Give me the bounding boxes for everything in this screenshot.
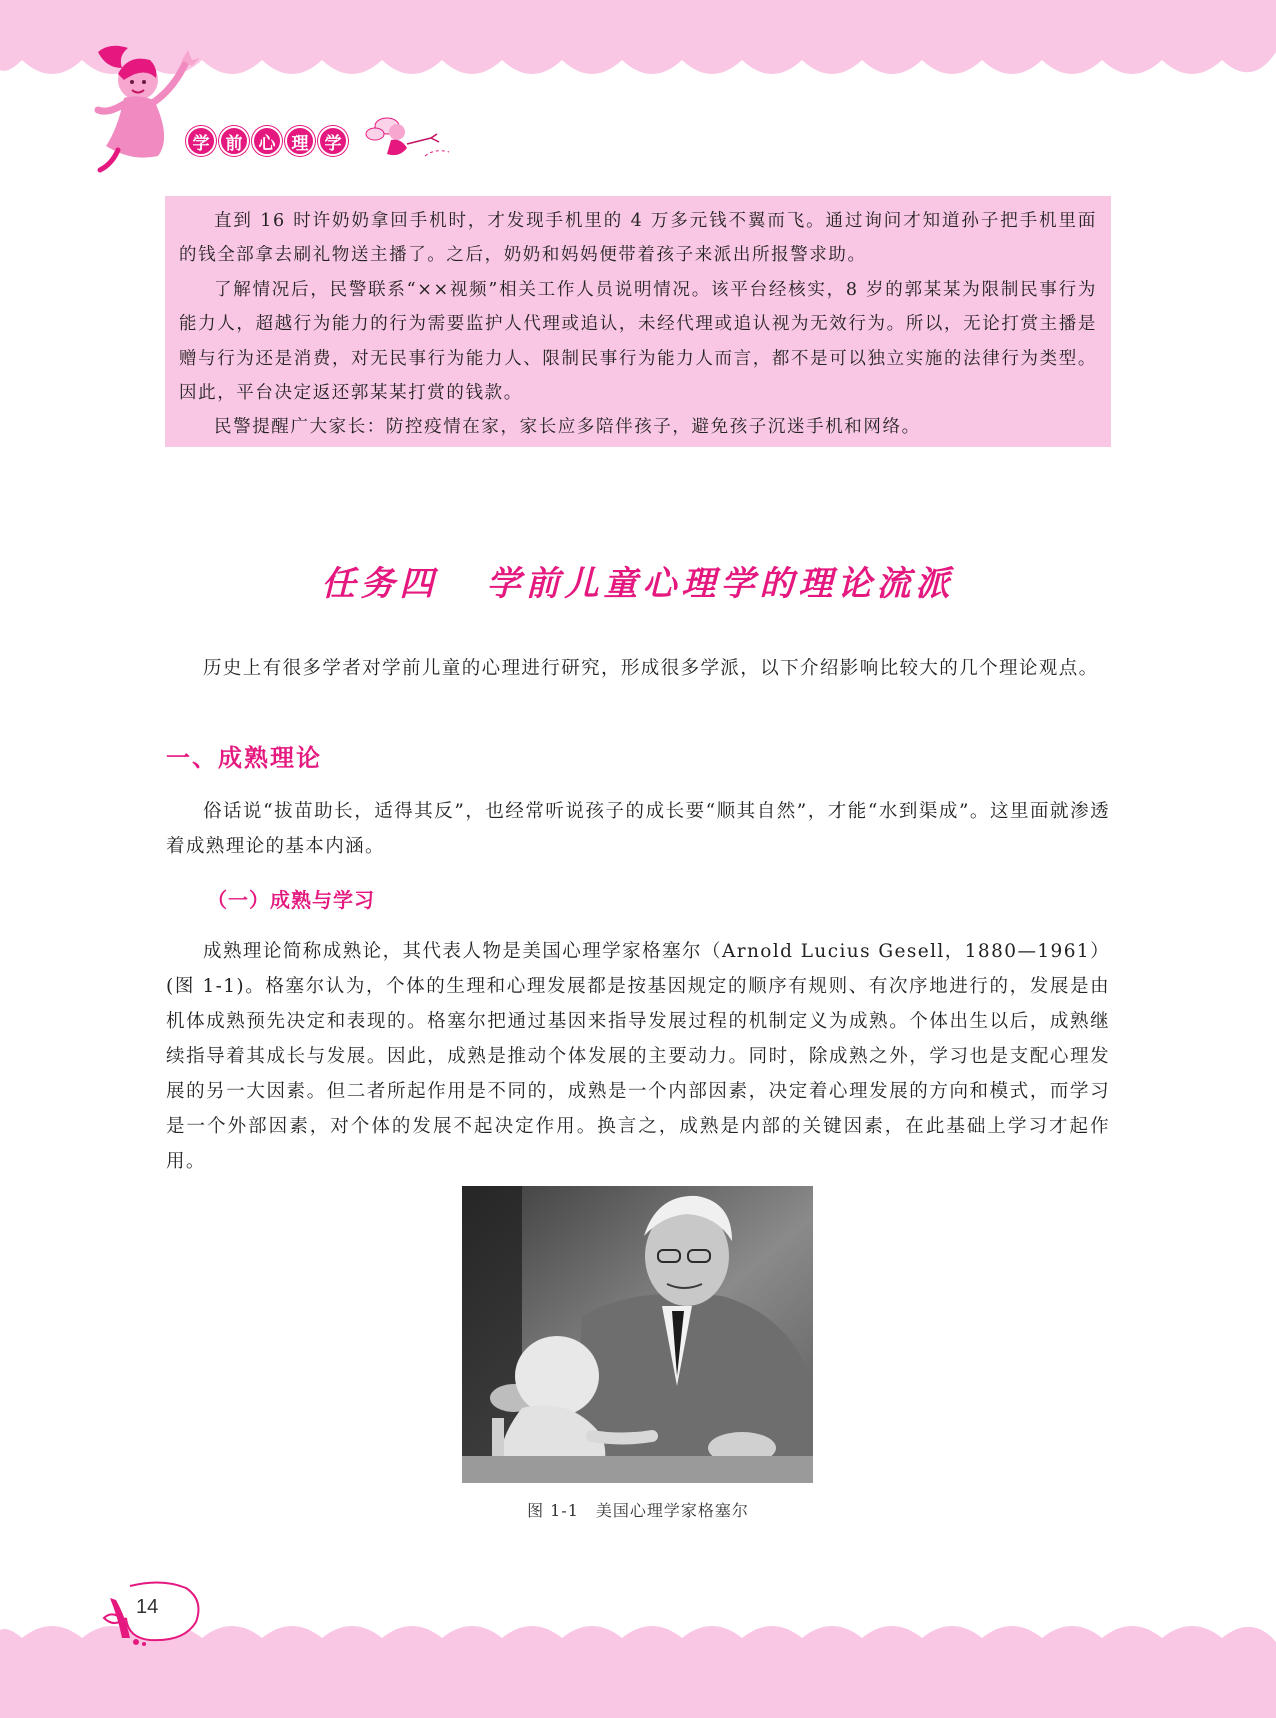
book-title-char: 前 [219, 126, 249, 156]
task-label: 任务四 [321, 564, 439, 604]
book-title-char: 心 [252, 126, 282, 156]
book-title-char: 理 [285, 126, 315, 156]
book-title-char: 学 [186, 126, 216, 156]
gesell-photo [462, 1186, 813, 1483]
section-title: 学前儿童心理学的理论流派 [486, 564, 955, 604]
page-number: 14 [136, 1596, 159, 1618]
small-fairy-illustration [365, 108, 465, 168]
intro-paragraph: 历史上有很多学者对学前儿童的心理进行研究，形成很多学派，以下介绍影响比较大的几个理论观点。 [203, 658, 1099, 679]
book-title [186, 126, 348, 156]
body-paragraph: 俗话说“拔苗助长，适得其反”，也经常听说孩子的成长要“顺其自然”，才能“水到渠成”。这里面就渗透着成熟理论的基本内涵。 [166, 801, 1110, 857]
fairy-girl-illustration [88, 38, 208, 178]
case-paragraph: 直到 16 时许奶奶拿回手机时，才发现手机里的 4 万多元钱不翼而飞。通过询问才知道孙子把手机里面的钱全部拿去刷礼物送主播了。之后，奶奶和妈妈便带着孩子来派出所报警求助。 [179, 211, 1097, 266]
heading-maturation-theory: 一、成熟理论 [166, 744, 322, 772]
book-title-char: 学 [318, 126, 348, 156]
body-paragraph: 成熟理论简称成熟论，其代表人物是美国心理学家格塞尔（Arnold Lucius Gesell，1880—1961）(图 1-1)。格塞尔认为，个体的生理和心理发展都是按基因规定的顺序有规则、有次序地进行的，发展是由机体成熟预先决定和表现的。格塞尔把通过基因来指导发展过程的机制定义为成熟。个体出生以后，成熟继续指导着其成长与发展。因此，成熟是推动个体发展的主要动力。同时，除成熟之外，学习也是支配心理发展的另一大因素。但二者所起作用是不同的，成熟是一个内部因素，决定着心理发展的方向和模式，而学习是一个外部因素，对个体的发展不起决定作用。换言之，成熟是内部的关键因素，在此基础上学习才起作用。 [166, 941, 1110, 1172]
case-paragraph: 民警提醒广大家长：防控疫情在家，家长应多陪伴孩子，避免孩子沉迷手机和网络。 [214, 417, 921, 438]
case-story-box [165, 196, 1111, 447]
section-heading [0, 556, 1276, 605]
figure-caption: 图 1-1 美国心理学家格塞尔 [527, 1501, 749, 1520]
subheading-maturation-and-learning: （一）成熟与学习 [207, 888, 375, 912]
case-paragraph: 了解情况后，民警联系“××视频”相关工作人员说明情况。该平台经核实，8 岁的郭某某为限制民事行为能力人，超越行为能力的行为需要监护人代理或追认，未经代理或追认视为无效行为。所以，无论打赏主播是赠与行为还是消费，对无民事行为能力人、限制民事行为能力人而言，都不是可以独立实施的法律行为类型。因此，平台决定返还郭某某打赏的钱款。 [179, 279, 1097, 404]
